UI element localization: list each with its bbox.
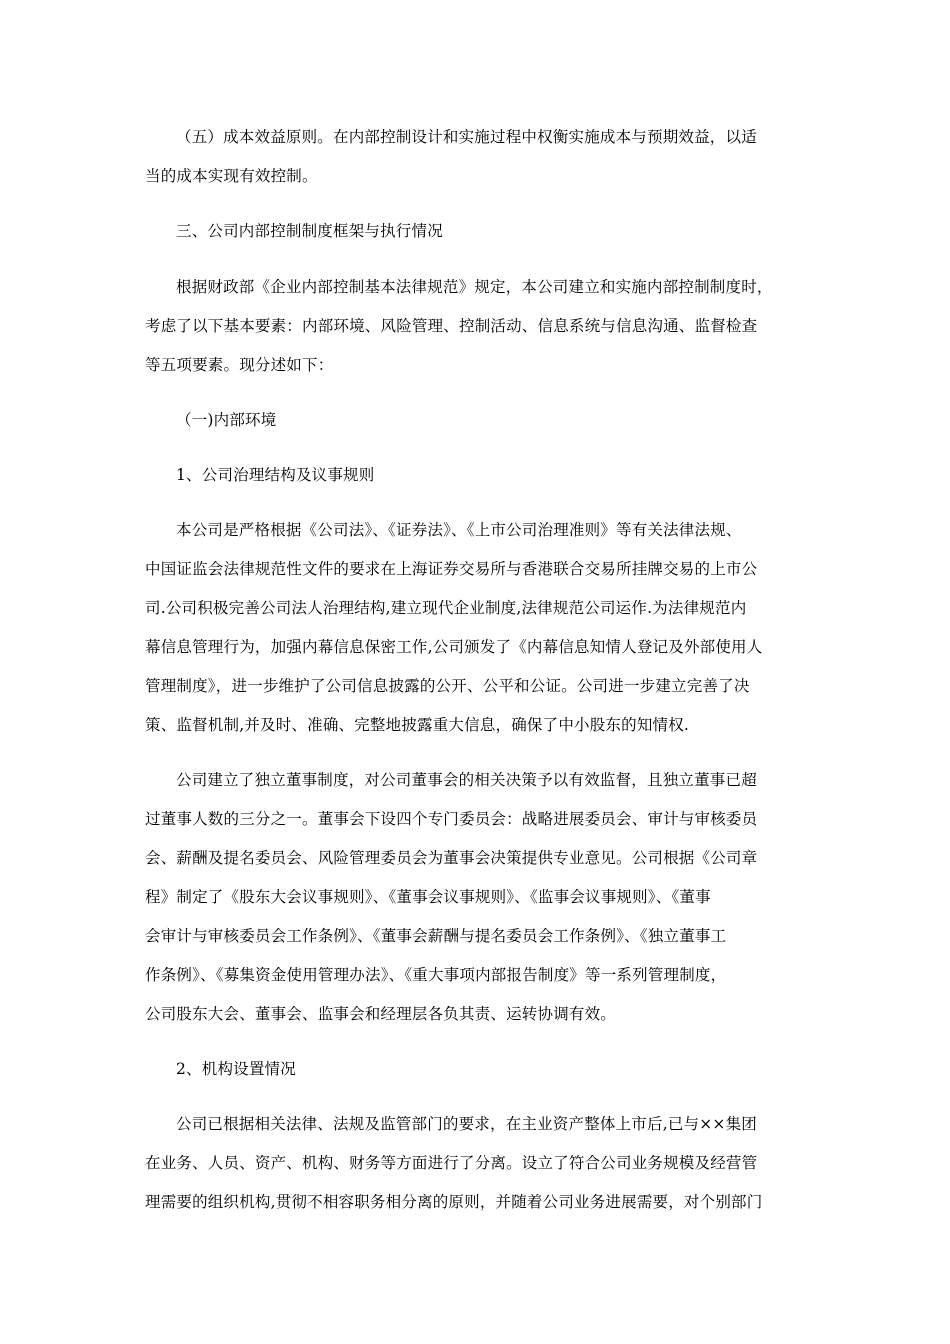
paragraph-governance-line-6: 策、监督机制,并及时、准确、完整地披露重大信息，确保了中小股东的知情权.	[145, 716, 690, 734]
paragraph-basic-elements-line-2: 考虑了以下基本要素：内部环境、风险管理、控制活动、信息系统与信息沟通、监督检查	[145, 317, 758, 335]
item-heading-governance: 1、公司治理结构及议事规则	[176, 466, 375, 484]
paragraph-independent-directors-line-1: 公司建立了独立董事制度，对公司董事会的相关决策予以有效监督，且独立董事已超	[176, 771, 757, 789]
subsection-heading-internal-environment: （一)内部环境	[176, 411, 277, 429]
paragraph-independent-directors-line-5: 会审计与审核委员会工作条例》、《董事会薪酬与提名委员会工作条例》、《独立董事工	[145, 927, 727, 945]
paragraph-organization-line-1: 公司已根据相关法律、法规及监管部门的要求，在主业资产整体上市后,已与××集团	[176, 1115, 758, 1133]
paragraph-independent-directors-line-2: 过董事人数的三分之一。董事会下设四个专门委员会：战略进展委员会、审计与审核委员	[145, 810, 758, 828]
item-heading-organization: 2、机构设置情况	[176, 1060, 296, 1078]
paragraph-cost-benefit-line-2: 当的成本实现有效控制。	[145, 167, 318, 185]
paragraph-basic-elements-line-3: 等五项要素。现分述如下：	[145, 356, 334, 374]
paragraph-governance-line-1: 本公司是严格根据《公司法》、《证券法》、《上市公司治理准则》等有关法律法规、	[176, 521, 742, 539]
paragraph-organization-line-3: 理需要的组织机构,贯彻不相容职务相分离的原则，并随着公司业务进展需要，对个别部门	[145, 1193, 763, 1211]
paragraph-governance-line-3: 司.公司积极完善公司法人治理结构,建立现代企业制度,法律规范公司运作.为法律规范内	[145, 599, 747, 617]
section-heading-three: 三、公司内部控制制度框架与执行情况	[176, 222, 443, 240]
paragraph-governance-line-5: 管理制度》，进一步维护了公司信息披露的公开、公平和公证。公司进一步建立完善了决	[145, 677, 750, 695]
paragraph-organization-line-2: 在业务、人员、资产、机构、财务等方面进行了分离。设立了符合公司业务规模及经营管	[145, 1154, 758, 1172]
paragraph-governance-line-2: 中国证监会法律规范性文件的要求在上海证券交易所与香港联合交易所挂牌交易的上市公	[145, 560, 758, 578]
paragraph-independent-directors-line-3: 会、薪酬及提名委员会、风险管理委员会为董事会决策提供专业意见。公司根据《公司章	[145, 849, 758, 867]
paragraph-independent-directors-line-4: 程》制定了《股东大会议事规则》、《董事会议事规则》、《监事会议事规则》、《董事	[145, 888, 711, 906]
paragraph-cost-benefit-line-1: （五）成本效益原则。在内部控制设计和实施过程中权衡实施成本与预期效益，以适	[176, 128, 757, 146]
paragraph-independent-directors-line-7: 公司股东大会、董事会、监事会和经理层各负其责、运转协调有效。	[145, 1005, 617, 1023]
paragraph-independent-directors-line-6: 作条例》、《募集资金使用管理办法》、《重大事项内部报告制度》等一系列管理制度，	[145, 966, 727, 984]
paragraph-governance-line-4: 幕信息管理行为，加强内幕信息保密工作,公司颁发了《内幕信息知情人登记及外部使用人	[145, 638, 763, 656]
paragraph-basic-elements-line-1: 根据财政部《企业内部控制基本法律规范》规定，本公司建立和实施内部控制制度时，	[176, 278, 773, 296]
